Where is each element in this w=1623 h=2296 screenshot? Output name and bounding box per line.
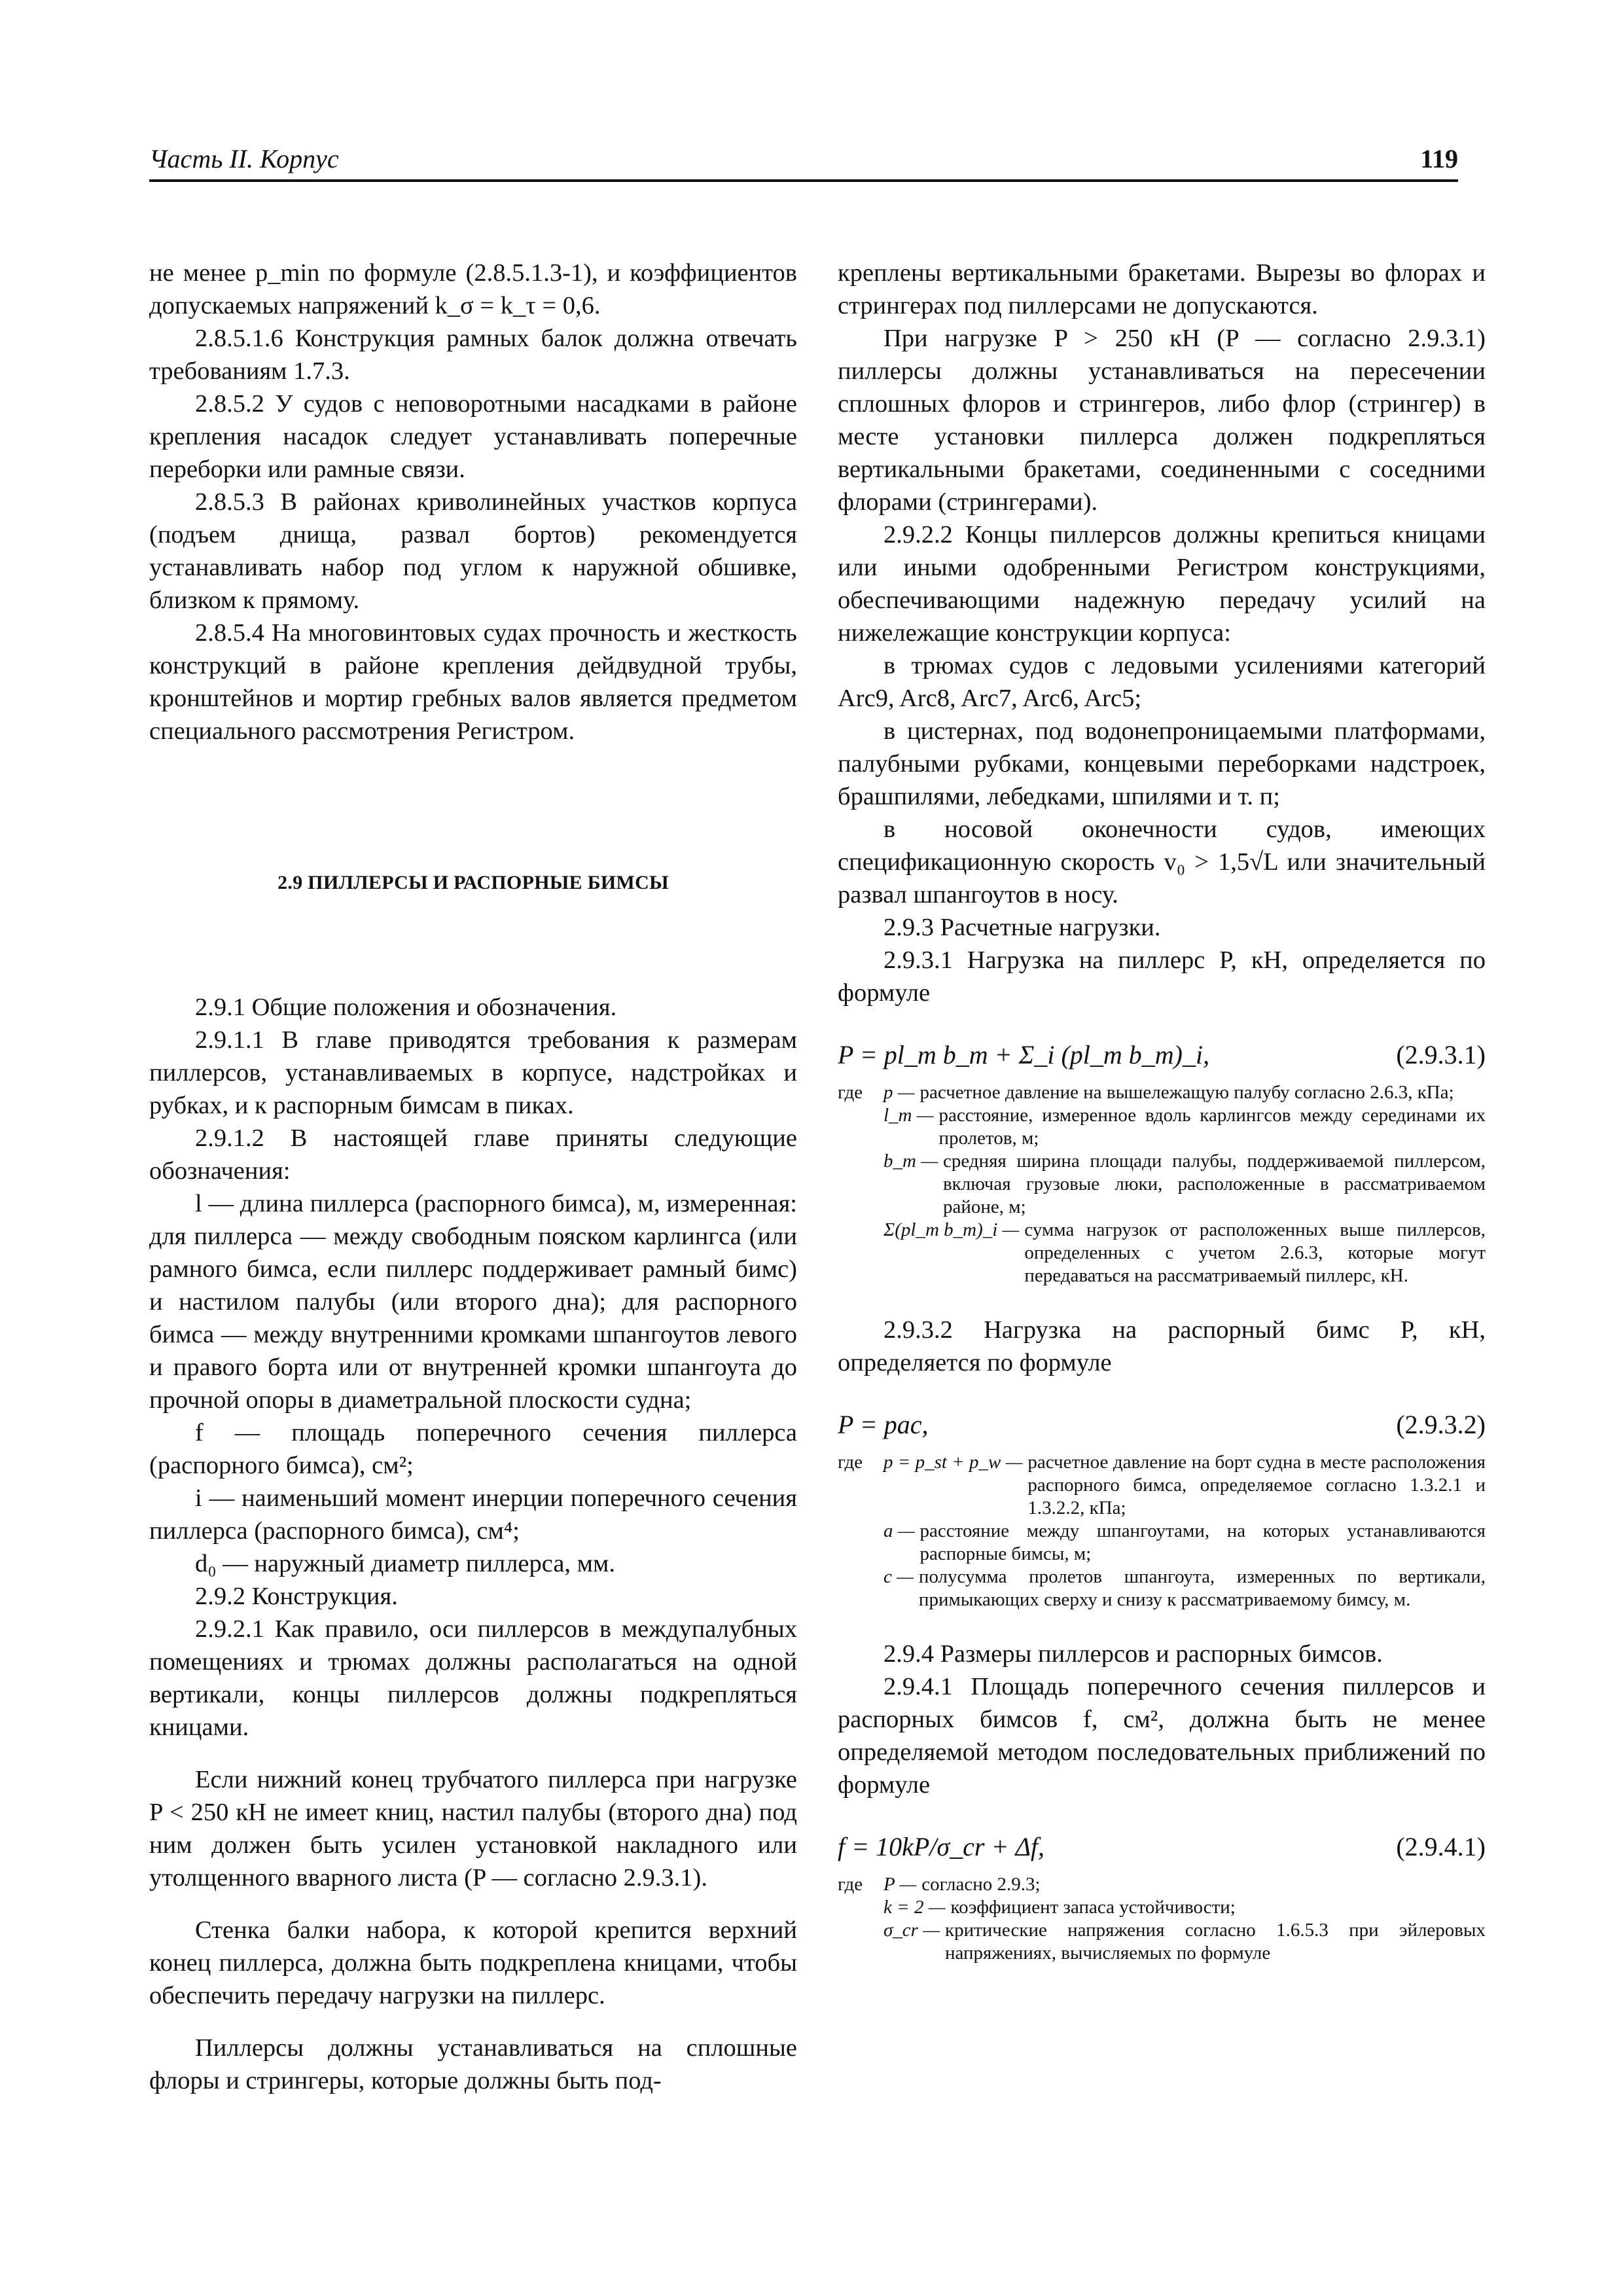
list-item: в трюмах судов с ледовыми усилениями категорий Arc9, Arc8, Arc7, Arc6, Arc5; xyxy=(838,652,1486,712)
legend-row xyxy=(838,1104,1486,1150)
header-title: Часть II. Корпус xyxy=(149,144,339,173)
legend-row xyxy=(838,1081,1486,1104)
legend-symbol: p — xyxy=(883,1082,915,1103)
definition-d0: d₀ — наружный диаметр пиллерса, мм. xyxy=(195,1550,616,1577)
legend-text: критические напряжения согласно 1.6.5.3 при эйлеровых напряжениях, вычисляемых по формуле xyxy=(945,1920,1486,1964)
legend-text: расстояние между шпангоутами, на которых устанавливаются распорные бимсы, м; xyxy=(919,1520,1486,1564)
legend-text: расстояние, измеренное вдоль карлингсов между серединами их пролетов, м; xyxy=(938,1105,1486,1149)
legend-lead: где xyxy=(838,1452,863,1473)
equation-formula: f = 10kP/σ_cr + Δf, xyxy=(838,1832,1045,1861)
legend-row xyxy=(838,1566,1486,1611)
legend-text: расчетное давление на борт судна в месте расположения распорного бимса, определяемое согласно 1.3.2.1 и 1.3.2.2, кПа; xyxy=(1027,1452,1486,1518)
legend-symbol: k = 2 — xyxy=(883,1897,946,1918)
legend-symbol: a — xyxy=(883,1520,915,1541)
legend-row xyxy=(838,1219,1486,1287)
paragraph: При нагрузке P > 250 кН (P — согласно 2.9.3.1) пиллерсы должны устанавливаться на пересечении сплошных флоров и стрингеров, либо флор (стрингер) в месте установки пиллерса должен подкрепляться вертикальными бракетами, соединенными с соседними флорами (стрингерами). xyxy=(838,325,1486,516)
legend-symbol: c — xyxy=(883,1566,914,1587)
paragraph: 2.9.2.2 Концы пиллерсов должны крепиться кницами или иными одобренными Регистром конструкциями, обеспечивающими надежную передачу усилий на нижележащие конструкции корпуса: xyxy=(838,521,1486,647)
paragraph: 2.8.5.1.6 Конструкция рамных балок должна отвечать требованиям 1.7.3. xyxy=(149,325,797,385)
paragraph: 2.9.3.2 Нагрузка на распорный бимс P, кН, определяется по формуле xyxy=(838,1316,1486,1376)
legend-row xyxy=(838,1873,1486,1896)
legend-text: полусумма пролетов шпангоута, измеренных по вертикали, примыкающих сверху и снизу к рассматриваемому бимсу, м. xyxy=(918,1566,1486,1610)
equation-number: (2.9.4.1) xyxy=(1396,1832,1486,1861)
equation-formula: P = pac, xyxy=(838,1410,929,1439)
equation-legend xyxy=(838,1873,1486,1965)
paragraph: не менее p_min по формуле (2.8.5.1.3-1), и коэффициентов допускаемых напряжений k_σ = k_τ = 0,6. xyxy=(149,259,797,319)
paragraph: 2.9.2.1 Как правило, оси пиллерсов в междупалубных помещениях и трюмах должны располагаться на одной вертикали, концы пиллерсов должны подкрепляться кницами. xyxy=(149,1615,797,1741)
legend-symbol: Σ(pl_m b_m)_i — xyxy=(883,1219,1020,1240)
subsection-heading: 2.9.3 Расчетные нагрузки. xyxy=(883,914,1161,941)
legend-symbol: b_m — xyxy=(883,1151,938,1172)
legend-row xyxy=(838,1520,1486,1566)
legend-text: сумма нагрузок от расположенных выше пиллерсов, определенных с учетом 2.6.3, которые могут передаваться на рассматриваемый пиллерс, кН. xyxy=(1024,1219,1486,1286)
legend-symbol: σ_cr — xyxy=(883,1920,940,1941)
paragraph: 2.8.5.2 У судов с неповоротными насадками в районе крепления насадок следует устанавливать поперечные переборки или рамные связи. xyxy=(149,390,797,483)
paragraph: Стенка балки набора, к которой крепится верхний конец пиллерса, должна быть подкреплена кницами, чтобы обеспечить передачу нагрузки на пиллерс. xyxy=(149,1916,797,2009)
running-header xyxy=(149,140,1458,182)
definition-l: l — длина пиллерса (распорного бимса), м, измеренная: для пиллерса — между свободным пояском карлингса (или рамного бимса, если пиллерс поддерживает рамный бимс) и настилом палубы (или второго дна); для распорного бимса — между внутренними кромками шпангоутов левого и правого борта или от внутренней кромки шпангоута до прочной опоры в диаметральной плоскости судна; xyxy=(149,1190,797,1414)
legend-row xyxy=(838,1896,1486,1919)
paragraph: Пиллерсы должны устанавливаться на сплошные флоры и стрингеры, которые должны быть под- xyxy=(149,2034,797,2094)
list-item: в цистернах, под водонепроницаемыми платформами, палубными рубками, концевыми переборками надстроек, брашпилями, лебедками, шпилями и т. п; xyxy=(838,717,1486,810)
right-column xyxy=(838,257,1486,1965)
equation xyxy=(838,1035,1486,1075)
section-title: 2.9 ПИЛЛЕРСЫ И РАСПОРНЫЕ БИМСЫ xyxy=(277,872,669,893)
equation-number: (2.9.3.2) xyxy=(1396,1410,1486,1439)
legend-text: расчетное давление на вышележащую палубу согласно 2.6.3, кПа; xyxy=(919,1082,1454,1103)
legend-row xyxy=(838,1150,1486,1219)
subsection-heading: 2.9.2 Конструкция. xyxy=(195,1583,398,1610)
equation-legend xyxy=(838,1451,1486,1611)
legend-lead: где xyxy=(838,1082,863,1103)
paragraph: 2.9.1.1 В главе приводятся требования к размерам пиллерсов, устанавливаемых в корпусе, надстройках и рубках, и к распорным бимсам в пиках. xyxy=(149,1026,797,1119)
paragraph: 2.8.5.3 В районах криволинейных участков корпуса (подъем днища, развал бортов) рекомендуется устанавливать набор под углом к наружной обшивке, близком к прямому. xyxy=(149,488,797,614)
legend-text: согласно 2.9.3; xyxy=(921,1874,1041,1895)
equation-number: (2.9.3.1) xyxy=(1396,1040,1486,1069)
paragraph: 2.9.3.1 Нагрузка на пиллерс P, кН, определяется по формуле xyxy=(838,946,1486,1007)
page-number: 119 xyxy=(1420,144,1458,173)
list-item: в носовой оконечности судов, имеющих спецификационную скорость v₀ > 1,5√L или значительный развал шпангоутов в носу. xyxy=(838,816,1486,908)
paragraph: 2.9.1.2 В настоящей главе приняты следующие обозначения: xyxy=(149,1124,797,1185)
paragraph: 2.9.4.1 Площадь поперечного сечения пиллерсов и распорных бимсов f, см², должна быть не менее определяемой методом последовательных приближений по формуле xyxy=(838,1673,1486,1799)
definition-f: f — площадь поперечного сечения пиллерса (распорного бимса), см²; xyxy=(149,1419,797,1479)
paragraph: 2.8.5.4 На многовинтовых судах прочность и жесткость конструкций в районе крепления дейдвудной трубы, кронштейнов и мортир гребных валов является предметом специального рассмотрения Регистром. xyxy=(149,619,797,745)
definition-i: i — наименьший момент инерции поперечного сечения пиллерса (распорного бимса), см⁴; xyxy=(149,1484,797,1545)
paragraph: креплены вертикальными бракетами. Вырезы во флорах и стрингерах под пиллерсами не допускаются. xyxy=(838,259,1486,319)
legend-symbol: p = p_st + p_w — xyxy=(883,1452,1023,1473)
left-column xyxy=(149,257,797,2097)
legend-symbol: l_m — xyxy=(883,1105,934,1126)
legend-text: коэффициент запаса устойчивости; xyxy=(950,1897,1236,1918)
legend-row xyxy=(838,1451,1486,1520)
subsection-heading: 2.9.1 Общие положения и обозначения. xyxy=(195,994,617,1021)
equation-formula: P = pl_m b_m + Σ_i (pl_m b_m)_i, xyxy=(838,1040,1210,1069)
paragraph: Если нижний конец трубчатого пиллерса при нагрузке P < 250 кН не имеет книц, настил палубы (второго дна) под ним должен быть усилен установкой накладного или утолщенного вварного листа (P — согласно 2.9.3.1). xyxy=(149,1766,797,1892)
legend-row xyxy=(838,1919,1486,1965)
legend-symbol: P — xyxy=(883,1874,917,1895)
legend-lead: где xyxy=(838,1874,863,1895)
equation xyxy=(838,1405,1486,1444)
equation xyxy=(838,1827,1486,1867)
subsection-heading: 2.9.4 Размеры пиллерсов и распорных бимсов. xyxy=(883,1640,1383,1668)
equation-legend xyxy=(838,1081,1486,1287)
legend-text: средняя ширина площади палубы, поддерживаемой пиллерсом, включая грузовые люки, расположенные в рассматриваемом районе, м; xyxy=(942,1151,1486,1217)
